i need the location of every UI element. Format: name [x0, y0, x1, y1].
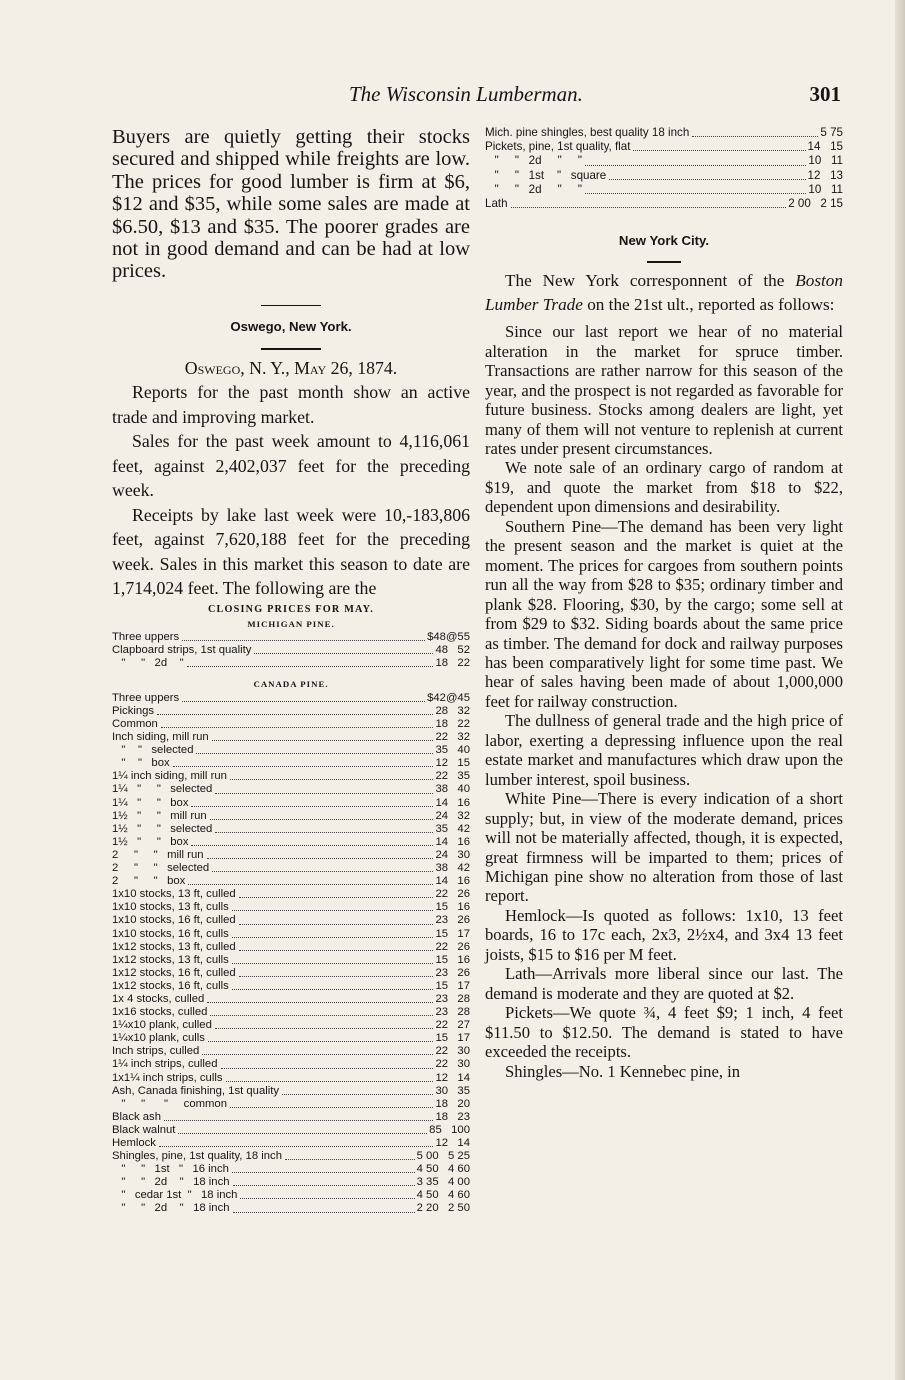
price-value: 85 100 [429, 1123, 470, 1136]
price-row [112, 993, 470, 1006]
price-value: 5 75 [820, 125, 843, 139]
price-row [112, 718, 470, 731]
leader-dots [215, 832, 433, 833]
price-item: " " 2d " [112, 656, 184, 669]
leader-dots [215, 1028, 434, 1029]
price-item: 1½ " " selected [112, 822, 213, 835]
price-item: Clapboard strips, 1st quality [112, 643, 252, 656]
price-row [112, 770, 470, 783]
leader-dots [239, 950, 434, 951]
price-row [485, 197, 843, 211]
leader-dots [161, 727, 434, 728]
opening-paragraph: Buyers are quietly getting their stocks secured and shipped while freights are low. The prices for good lumber is firm at $6, $12 and $35, while some sales are made at $6.50, $13 and $35. The poorer grades are not in good demand and can be had at low prices. [112, 126, 470, 283]
price-value: 2 20 2 50 [416, 1202, 470, 1215]
leader-dots [182, 701, 425, 702]
price-value: 14 16 [435, 835, 470, 848]
leader-dots [232, 937, 434, 938]
price-item: " " 2d " 18 inch [112, 1176, 230, 1189]
price-row [112, 1085, 470, 1098]
price-item: " " selected [112, 744, 194, 757]
price-value: 22 26 [435, 888, 470, 901]
price-value: 38 40 [435, 783, 470, 796]
page-binding-edge [895, 0, 905, 1380]
dateline: Oswego, N. Y., May 26, 1874. [184, 358, 398, 379]
price-row [112, 1202, 470, 1215]
price-item: 1½ " " mill run [112, 809, 207, 822]
leader-dots [240, 1198, 414, 1199]
price-value: 12 14 [435, 1137, 470, 1149]
price-row [112, 1111, 470, 1124]
leader-dots [585, 193, 806, 194]
price-item: Ash, Canada finishing, 1st quality [112, 1084, 280, 1097]
price-value: 10 11 [808, 182, 843, 196]
price-value: 24 32 [435, 809, 470, 822]
price-value: 23 28 [435, 992, 470, 1005]
price-value: 23 26 [435, 966, 470, 979]
paragraph: Shingles—No. 1 Kennebec pine, in [505, 1061, 741, 1081]
price-row [112, 1072, 470, 1085]
leader-dots [215, 793, 433, 794]
price-item: " " 2d " " [485, 154, 583, 168]
leader-dots [207, 858, 434, 859]
michigan-price-list [112, 631, 470, 670]
price-row [112, 1032, 470, 1045]
leader-dots [511, 207, 787, 208]
leader-dots [254, 653, 433, 654]
leader-dots [226, 1081, 434, 1082]
price-item: Mich. pine shingles, best quality 18 inch [485, 125, 690, 139]
price-row [112, 1045, 470, 1058]
leader-dots [202, 1054, 433, 1055]
price-value: 12 15 [435, 757, 470, 770]
paragraph: Hemlock—Is quoted as follows: 1x10, 13 feet boards, 16 to 17c each, 2x3, 2½x4, and 3x4 13 feet joists, $15 to $16 per M feet. [485, 905, 843, 964]
leader-dots [609, 179, 805, 180]
price-row [112, 862, 470, 875]
price-item: 1x10 stocks, 16 ft, culls [112, 927, 229, 940]
price-value: 12 13 [807, 168, 843, 182]
price-item: 1x10 stocks, 16 ft, culled [112, 914, 236, 927]
price-item: Black walnut [112, 1123, 176, 1136]
price-row [112, 783, 470, 796]
price-row [112, 1058, 470, 1071]
price-row [112, 705, 470, 718]
price-row [485, 154, 843, 168]
leader-dots [285, 1159, 415, 1160]
new-york-heading: New York City. [618, 233, 710, 249]
price-row [112, 914, 470, 927]
price-value: 35 42 [435, 822, 470, 835]
section-divider [261, 305, 321, 307]
price-value: 22 26 [435, 940, 470, 953]
price-item: 1x10 stocks, 13 ft, culls [112, 901, 229, 914]
price-row [112, 836, 470, 849]
price-row [485, 169, 843, 183]
leader-dots [164, 1120, 433, 1121]
page-number: 301 [809, 82, 841, 106]
price-row [112, 1176, 470, 1189]
leader-dots [282, 1094, 433, 1095]
price-row [112, 941, 470, 954]
leader-dots [178, 1133, 427, 1134]
leader-dots [191, 845, 433, 846]
price-row [112, 692, 470, 705]
price-item: Lath [485, 196, 508, 210]
price-item: 1x16 stocks, culled [112, 1006, 208, 1019]
price-row [112, 1006, 470, 1019]
price-item: 1¼x10 plank, culled [112, 1019, 212, 1032]
price-row [112, 731, 470, 744]
price-item: Shingles, pine, 1st quality, 18 inch [112, 1150, 282, 1163]
price-row [112, 1137, 470, 1150]
price-value: 12 14 [435, 1071, 470, 1084]
running-title: The Wisconsin Lumberman. [349, 82, 583, 106]
price-row [112, 1163, 470, 1176]
price-item: " " 1st " 16 inch [112, 1163, 229, 1176]
price-value: 15 16 [435, 953, 470, 966]
price-value: 15 17 [435, 927, 470, 940]
price-row [112, 1124, 470, 1137]
leader-dots [187, 666, 434, 667]
price-value: 18 22 [435, 718, 470, 730]
leader-dots [188, 884, 433, 885]
leader-dots [233, 1185, 415, 1186]
leader-dots [210, 1015, 433, 1016]
price-value: 38 42 [435, 862, 470, 875]
price-value: 4 50 4 60 [416, 1189, 470, 1202]
canada-price-list [112, 692, 470, 1216]
leader-dots [173, 766, 434, 767]
price-item: Inch strips, culled [112, 1045, 200, 1058]
price-item: Hemlock [112, 1137, 156, 1149]
price-row [112, 875, 470, 888]
leader-dots [212, 871, 433, 872]
leader-dots [230, 779, 434, 780]
heading-divider [647, 261, 681, 263]
price-item: " " 2d " " [485, 182, 583, 196]
leader-dots [191, 806, 433, 807]
leader-dots [230, 1107, 433, 1108]
price-row [112, 757, 470, 770]
price-row [112, 967, 470, 980]
price-item: " " " common [112, 1097, 227, 1110]
leader-dots [208, 1041, 433, 1042]
price-row [485, 140, 843, 154]
price-item: 1x12 stocks, 16 ft, culled [112, 966, 236, 979]
price-value: 35 40 [435, 744, 470, 757]
leader-dots [239, 976, 434, 977]
price-item: Inch siding, mill run [112, 731, 209, 744]
leader-dots [232, 989, 434, 990]
leader-dots [232, 910, 434, 911]
price-row [112, 657, 470, 670]
price-row [112, 744, 470, 757]
paragraph: We note sale of an ordinary cargo of random at $19, and quote the market from $18 to $22, dependent upon dimensions and desirability. [485, 458, 843, 517]
left-column [112, 126, 470, 1216]
leader-dots [233, 1212, 415, 1213]
price-item: 1x12 stocks, 16 ft, culls [112, 979, 229, 992]
price-value: 5 00 5 25 [416, 1150, 470, 1163]
price-value: 24 30 [435, 848, 470, 861]
price-value: 23 26 [435, 914, 470, 927]
shingles-pickets-price-list [485, 126, 843, 211]
price-row [112, 810, 470, 823]
price-value: 14 16 [435, 796, 470, 809]
price-item: 1x1¼ inch strips, culls [112, 1071, 223, 1084]
price-value: 3 35 4 00 [416, 1176, 470, 1189]
paragraph: Lath—Arrivals more liberal since our last. The demand is moderate and they are quoted at $2. [485, 964, 843, 1003]
leader-dots [585, 165, 806, 166]
price-row [112, 980, 470, 993]
price-value: 2 00 2 15 [788, 196, 843, 210]
price-item: Three uppers [112, 630, 180, 643]
paragraph: The dullness of general trade and the high price of labor, exerting a depressing influence upon the real estate market and manufactures which draw upon the lumber interest, spoil business. [485, 711, 843, 789]
price-value: 22 27 [435, 1019, 470, 1032]
price-item: Common [112, 718, 158, 730]
price-value: $42@45 [427, 691, 470, 704]
price-value: 10 11 [808, 154, 843, 168]
price-item: 1¼ " " box [112, 796, 189, 809]
leader-dots [239, 924, 434, 925]
price-value: 22 30 [435, 1058, 470, 1071]
price-row [112, 849, 470, 862]
price-item: 2 " " box [112, 875, 186, 888]
price-item: 1¼ " " selected [112, 783, 213, 796]
price-value: 4 50 4 60 [416, 1163, 470, 1176]
price-row [112, 797, 470, 810]
price-item: 2 " " selected [112, 862, 210, 875]
price-table-title: CLOSING PRICES FOR MAY. [207, 603, 375, 615]
price-value: $48@55 [427, 630, 470, 643]
price-item: 1x 4 stocks, culled [112, 992, 205, 1005]
running-header [113, 82, 841, 110]
price-value: 15 17 [435, 979, 470, 992]
price-value: 15 17 [435, 1032, 470, 1045]
price-value: 22 32 [435, 731, 470, 744]
right-column [485, 126, 843, 1081]
leader-dots [207, 1002, 433, 1003]
leader-dots [157, 714, 433, 715]
paragraph: White Pine—There is every indication of a short supply; but, in view of the moderate demand, prices will not be materially affected, though, it is expected, great firmness will be imparted to them; prices of Michigan pine show no alteration from those of last report. [485, 789, 843, 906]
price-value: 18 20 [435, 1097, 470, 1110]
intro-text: The New York corresponnent of the Boston Lumber Trade on the 21st ult., reported as follows: [485, 270, 843, 314]
canada-pine-heading: CANADA PINE. [253, 678, 329, 689]
paragraph: Southern Pine—The demand has been very light the present season and the market is quiet at the moment. The prices for cargoes from southern points run all the way from $28 to $35; ordinary timber and plank $28. Flooring, $30, by the cargo; some sell at from $29 to $32. Siding boards about the same price as timber. The demand for dock and railway purposes has been comparatively light for some time past. We hear of sales having been made of about 1,000,000 feet for railway construction. [485, 516, 843, 711]
price-row [112, 901, 470, 914]
paragraph: Since our last report we hear of no material alteration in the market for spruce timber. Transactions are rather narrow for this season of the year, and the prospect is not regarded as favorable for future business. Stocks among dealers are light, yet many of them will not venture to replenish at current rates under present circumstances. [485, 322, 843, 459]
price-item: 1x12 stocks, 13 ft, culls [112, 953, 229, 966]
price-item: 1x10 stocks, 13 ft, culled [112, 888, 236, 901]
price-item: " " 2d " 18 inch [112, 1202, 230, 1215]
price-value: 14 15 [807, 140, 843, 154]
price-row [112, 631, 470, 644]
price-row [112, 888, 470, 901]
price-value: 15 16 [435, 901, 470, 914]
paragraph: Receipts by lake last week were 10,-183,806 feet, against 7,620,188 feet for the preceding week. Sales in this market this season to date are 1,714,024 feet. The following are the [112, 504, 470, 599]
price-item: " " box [112, 757, 170, 770]
price-item: Black ash [112, 1110, 161, 1123]
price-item: Three uppers [112, 691, 180, 704]
price-row [112, 1189, 470, 1202]
leader-dots [232, 963, 434, 964]
price-row [112, 928, 470, 941]
price-value: 22 35 [435, 770, 470, 783]
price-value: 23 28 [435, 1006, 470, 1019]
paragraph: Reports for the past month show an active trade and improving market. [112, 382, 470, 427]
price-value: 18 22 [435, 656, 470, 669]
price-item: " cedar 1st " 18 inch [112, 1189, 238, 1202]
leader-dots [159, 1146, 433, 1147]
price-item: " " 1st " square [485, 168, 607, 182]
price-value: 48 52 [435, 643, 470, 656]
price-row [112, 1098, 470, 1111]
michigan-pine-heading: MICHIGAN PINE. [247, 618, 335, 629]
leader-dots [210, 819, 434, 820]
price-row [485, 183, 843, 197]
paragraph: Sales for the past week amount to 4,116,061 feet, against 2,402,037 feet for the preceding week. [112, 431, 470, 501]
price-row [112, 1150, 470, 1163]
paragraph: Pickets—We quote ¾, 4 feet $9; 1 inch, 4 feet $11.50 to $12.50. The demand is stated to have exceeded the receipts. [485, 1003, 843, 1062]
heading-divider [261, 348, 321, 350]
price-item: Pickets, pine, 1st quality, flat [485, 140, 631, 154]
price-item: 1¼x10 plank, culls [112, 1032, 205, 1045]
price-row [112, 823, 470, 836]
leader-dots [221, 1068, 434, 1069]
price-value: 22 30 [435, 1045, 470, 1058]
leader-dots [633, 150, 805, 151]
price-item: 1¼ inch strips, culled [112, 1058, 218, 1071]
leader-dots [692, 136, 818, 137]
price-item: 1½ " " box [112, 835, 189, 848]
price-row [485, 126, 843, 140]
price-item: 1¼ inch siding, mill run [112, 770, 227, 783]
leader-dots [196, 753, 433, 754]
leader-dots [212, 740, 434, 741]
price-item: Pickings [112, 704, 155, 717]
price-value: 18 23 [435, 1110, 470, 1123]
intro-paragraph [485, 269, 843, 317]
oswego-heading: Oswego, New York. [230, 319, 352, 335]
price-value: 30 35 [435, 1084, 470, 1097]
price-value: 28 32 [435, 704, 470, 717]
leader-dots [182, 640, 425, 641]
price-value: 14 16 [435, 875, 470, 888]
price-row [112, 644, 470, 657]
price-row [112, 1019, 470, 1032]
market-report-body [485, 322, 843, 1081]
leader-dots [232, 1172, 415, 1173]
price-item: 2 " " mill run [112, 848, 204, 861]
price-item: 1x12 stocks, 13 ft, culled [112, 940, 236, 953]
price-row [112, 954, 470, 967]
leader-dots [239, 897, 434, 898]
